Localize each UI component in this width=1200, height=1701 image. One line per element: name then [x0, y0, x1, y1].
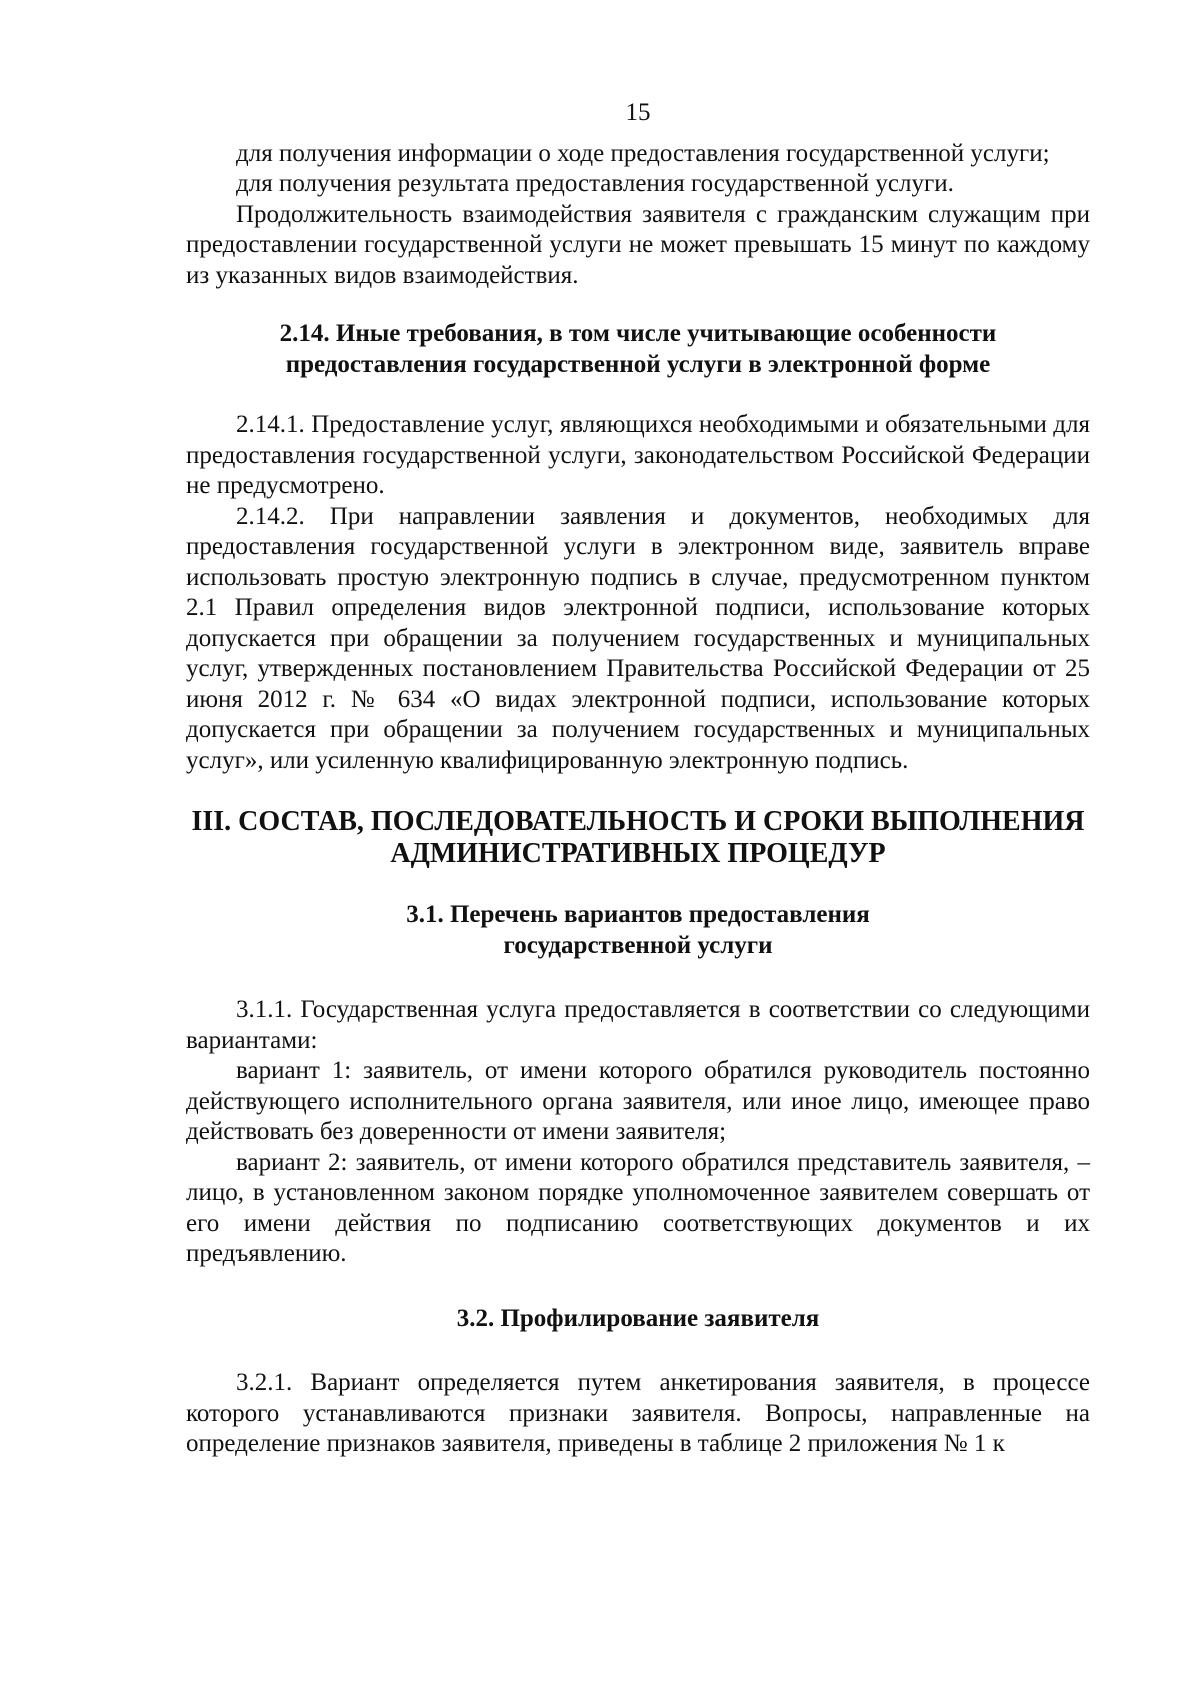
- section-heading-2-14-line1: 2.14. Иные требования, в том числе учитывающие особенности: [279, 320, 997, 347]
- section-heading-3-1-line1: 3.1. Перечень вариантов предоставления: [406, 901, 870, 928]
- paragraph-duration: Продолжительность взаимодействия заявителя с гражданским служащим при предоставлении государственной услуги не может превышать 15 минут по каждому из указанных видов взаимодействия.: [186, 200, 1090, 289]
- section-heading-3-2: 3.2. Профилирование заявителя: [456, 1304, 820, 1332]
- section-heading-3-1-line2: государственной услуги: [503, 931, 773, 959]
- section-heading-iii: [186, 806, 1090, 870]
- paragraph-result: для получения результата предоставления государственной услуги.: [236, 170, 954, 197]
- paragraph-3-1-1: 3.1.1. Государственная услуга предоставляется в соответствии со следующими вариантами:: [186, 996, 1090, 1054]
- page-number: 15: [625, 99, 651, 126]
- section-heading-2-14-line2: предоставления государственной услуги в электронной форме: [285, 350, 991, 378]
- paragraph-2-14-2: 2.14.2. При направлении заявления и документов, необходимых для предоставления государственной услуги в электронном виде, заявитель вправе использовать простую электронную подпись в случае, предусмотренном пунктом 2.1 Правил определения видов электронной подписи, использование которых допускается при обращении за получением государственных и муниципальных услуг, утвержденных постановлением Правительства Российской Федерации от 25 июня 2012 г. № 634 «О видах электронной подписи, использование которых допускается при обращении за получением государственных и муниципальных услуг», или усиленную квалифицированную электронную подпись.: [186, 502, 1090, 774]
- paragraph-3-2-1: 3.2.1. Вариант определяется путем анкетирования заявителя, в процессе которого устанавливаются признаки заявителя. Вопросы, направленные на определение признаков заявителя, приведены в таблице 2 приложения № 1 к: [186, 1369, 1090, 1457]
- paragraph-variant-1: вариант 1: заявитель, от имени которого обратился руководитель постоянно действующего исполнительного органа заявителя, или иное лицо, имеющее право действовать без доверенности от имени заявителя;: [186, 1057, 1090, 1145]
- section-heading-iii-line2: АДМИНИСТРАТИВНЫХ ПРОЦЕДУР: [390, 838, 886, 869]
- paragraph-2-14-1: 2.14.1. Предоставление услуг, являющихся необходимыми и обязательными для предоставления государственной услуги, законодательством Российской Федерации не предусмотрено.: [186, 411, 1090, 499]
- section-heading-iii-line1: III. СОСТАВ, ПОСЛЕДОВАТЕЛЬНОСТЬ И СРОКИ ВЫПОЛНЕНИЯ: [191, 806, 1085, 837]
- section-heading-2-14: [186, 319, 1090, 380]
- paragraph-info-progress: для получения информации о ходе предоставления государственной услуги;: [236, 139, 1050, 167]
- document-page: [186, 98, 1090, 1460]
- section-heading-3-1: [186, 900, 1090, 961]
- paragraph-variant-2: вариант 2: заявитель, от имени которого обратился представитель заявителя, – лицо, в установленном законом порядке уполномоченное заявителем совершать от его имени действия по подписанию соответствующих документов и их предъявлению.: [186, 1148, 1090, 1267]
